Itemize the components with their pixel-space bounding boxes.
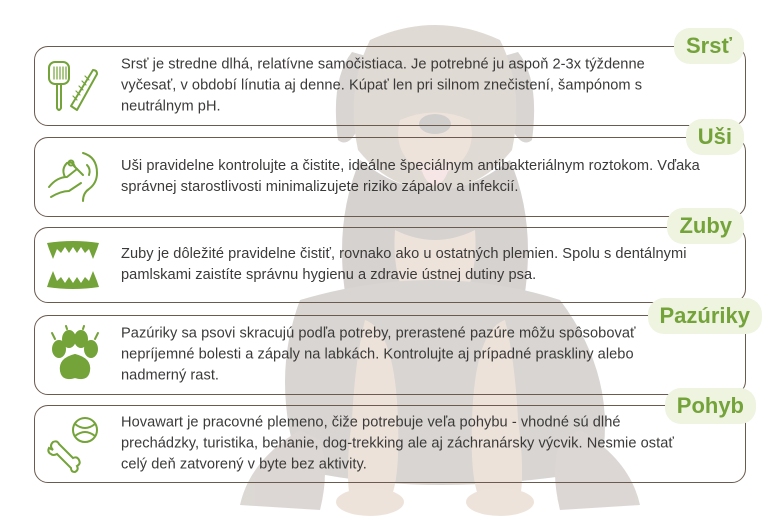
section-text: Srsť je stredne dlhá, relatívne samočistiaca. Je potrebné ju aspoň 2-3x týždenne vyčesať, v období línutia aj denne. Kúpať len pri silnom znečistení, šampónom s neutrálnym pH. xyxy=(121,56,645,115)
section-title-coat: Srsť xyxy=(674,28,744,64)
section-text: Zuby je dôležité pravidelne čistiť, rovnako ako u ostatných plemien. Spolu s dentálnymi pamlskami zaistíte správnu hygienu a zdravie ústnej dutiny psa. xyxy=(121,246,687,283)
section-title-teeth: Zuby xyxy=(667,208,744,244)
section-text: Hovawart je pracovné plemeno, čiže potrebuje veľa pohybu - vhodné sú dlhé prechádzky, turistika, behanie, dog-trekking ale aj záchranársky výcvik. Nesmie ostať celý deň zatvorený v byte bez aktivity. xyxy=(121,414,674,473)
section-text: Pazúriky sa psovi skracujú podľa potreby, prerastené pazúre môžu spôsobovať nepríjemné bolesti a zápaly na labkách. Kontrolujte aj prípadné praskliny alebo nadmerný rast. xyxy=(121,325,636,384)
section-title-ears: Uši xyxy=(686,119,744,155)
section-title-exercise: Pohyb xyxy=(665,388,756,424)
bone-and-ball-icon xyxy=(43,414,103,474)
section-card-coat xyxy=(34,46,746,126)
ear-cleaning-icon xyxy=(43,147,103,207)
section-title-claws: Pazúriky xyxy=(648,298,763,334)
section-card-ears xyxy=(34,137,746,217)
teeth-icon xyxy=(43,235,103,295)
section-card-claws xyxy=(34,315,746,395)
grooming-brush-comb-icon xyxy=(43,56,103,116)
section-card-teeth xyxy=(34,227,746,303)
section-card-exercise xyxy=(34,405,746,483)
paw-icon xyxy=(43,325,103,385)
section-text: Uši pravidelne kontrolujte a čistite, ideálne špeciálnym antibakteriálnym roztokom. Vďaka správnej starostlivosti minimalizujete riziko zápalov a infekcií. xyxy=(121,158,700,195)
